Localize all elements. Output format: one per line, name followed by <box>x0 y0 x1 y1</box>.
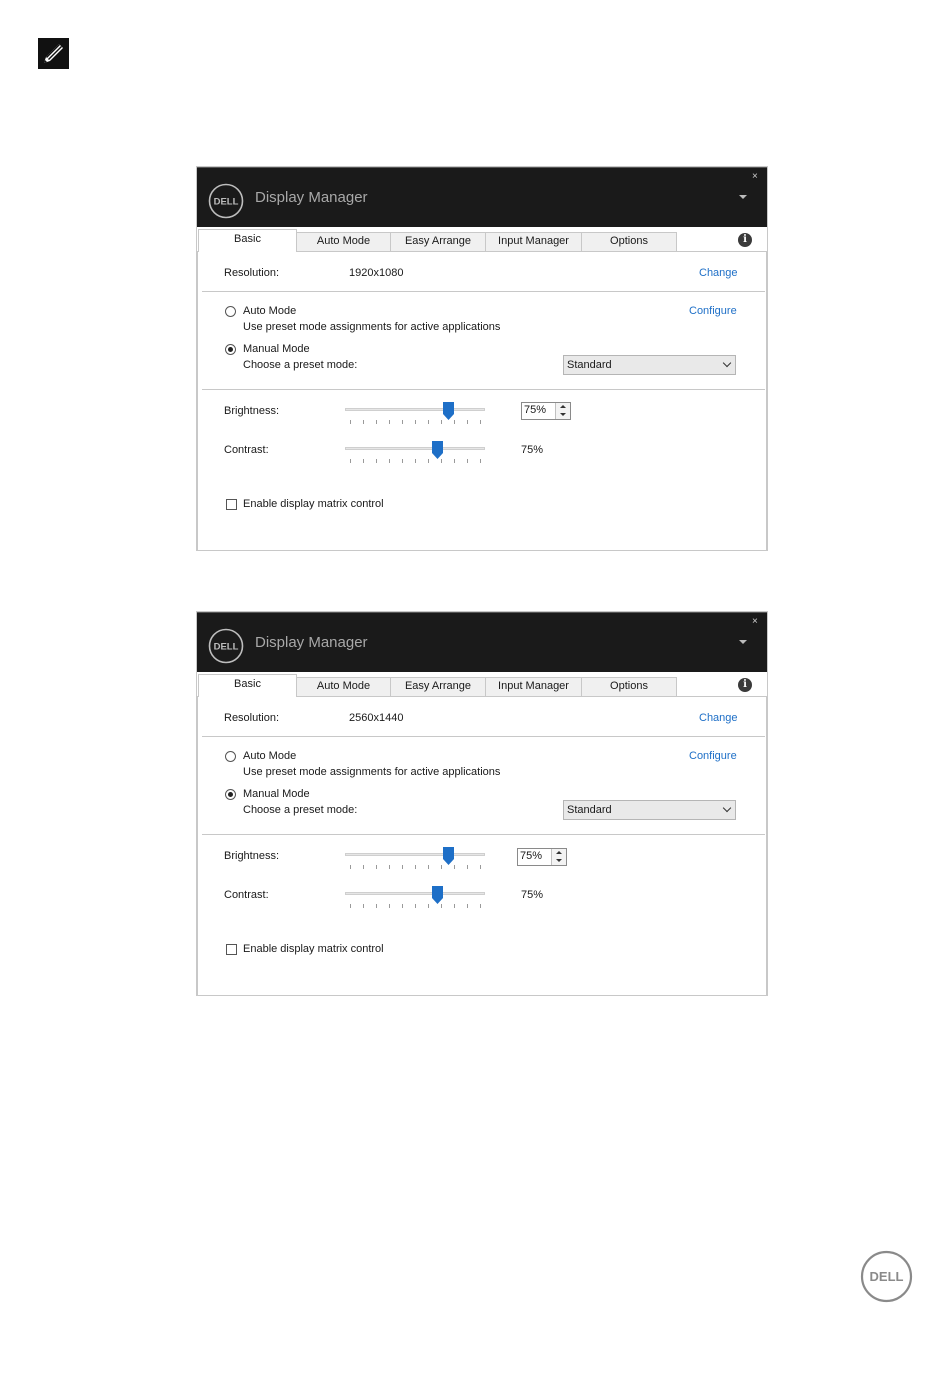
brightness-slider[interactable] <box>345 847 485 869</box>
brightness-slider-thumb[interactable] <box>443 402 454 420</box>
tab-input-manager[interactable]: Input Manager <box>485 232 582 251</box>
dropdown-arrow-icon[interactable] <box>739 195 747 199</box>
tab-auto-mode[interactable]: Auto Mode <box>296 677 391 696</box>
manual-mode-radio[interactable] <box>225 789 236 800</box>
brightness-slider-thumb[interactable] <box>443 847 454 865</box>
tab-easy-arrange[interactable]: Easy Arrange <box>390 232 486 251</box>
contrast-slider[interactable] <box>345 886 485 908</box>
title-bar <box>197 167 767 227</box>
info-icon[interactable]: i <box>738 678 752 692</box>
brightness-decrease-button[interactable] <box>556 411 570 419</box>
slider-tick <box>376 865 377 869</box>
slider-tick <box>415 459 416 463</box>
slider-tick <box>402 459 403 463</box>
auto-mode-label: Auto Mode <box>243 750 297 762</box>
slider-tick <box>467 459 468 463</box>
tab-options[interactable]: Options <box>581 232 677 251</box>
slider-tick <box>428 459 429 463</box>
title-bar <box>197 612 767 672</box>
close-icon[interactable]: × <box>752 171 758 182</box>
slider-tick <box>428 420 429 424</box>
slider-tick <box>441 904 442 908</box>
brightness-value: 75% <box>520 850 543 862</box>
divider <box>202 736 765 737</box>
slider-tick <box>402 904 403 908</box>
slider-tick <box>480 459 481 463</box>
brightness-spinbox[interactable] <box>521 402 571 420</box>
contrast-label: Contrast: <box>224 444 269 456</box>
auto-mode-description: Use preset mode assignments for active applications <box>243 766 501 778</box>
slider-tick <box>389 420 390 424</box>
dell-logo-icon <box>208 183 244 219</box>
slider-tick <box>363 865 364 869</box>
slider-tick <box>350 865 351 869</box>
matrix-control-label: Enable display matrix control <box>243 943 384 955</box>
slider-tick <box>454 904 455 908</box>
preset-mode-value: Standard <box>567 804 612 816</box>
manual-mode-label: Manual Mode <box>243 788 310 800</box>
preset-mode-value: Standard <box>567 359 612 371</box>
display-manager-window <box>196 166 768 551</box>
preset-mode-label: Choose a preset mode: <box>243 804 358 816</box>
dell-logo-icon <box>208 628 244 664</box>
chevron-down-icon <box>723 359 731 367</box>
slider-tick <box>363 459 364 463</box>
tab-easy-arrange[interactable]: Easy Arrange <box>390 677 486 696</box>
tab-bar <box>197 229 767 252</box>
tab-basic[interactable]: Basic <box>198 674 297 697</box>
brightness-label: Brightness: <box>224 405 280 417</box>
resolution-label: Resolution: <box>224 267 280 279</box>
slider-tick <box>480 420 481 424</box>
change-resolution-link[interactable]: Change <box>699 267 738 279</box>
slider-tick <box>389 459 390 463</box>
close-icon[interactable]: × <box>752 616 758 627</box>
chevron-down-icon <box>723 804 731 812</box>
contrast-slider-thumb[interactable] <box>432 886 443 904</box>
brightness-label: Brightness: <box>224 850 280 862</box>
configure-link[interactable]: Configure <box>689 305 737 317</box>
tab-options[interactable]: Options <box>581 677 677 696</box>
slider-tick <box>389 904 390 908</box>
change-resolution-link[interactable]: Change <box>699 712 738 724</box>
brightness-spinbox[interactable] <box>517 848 567 866</box>
slider-tick <box>454 420 455 424</box>
matrix-control-label: Enable display matrix control <box>243 498 384 510</box>
auto-mode-radio[interactable] <box>225 751 236 762</box>
slider-tick <box>467 420 468 424</box>
divider <box>202 291 765 292</box>
slider-tick <box>454 865 455 869</box>
tab-auto-mode[interactable]: Auto Mode <box>296 232 391 251</box>
svg-text:DELL: DELL <box>213 641 239 653</box>
contrast-value: 75% <box>521 444 544 456</box>
slider-tick <box>363 420 364 424</box>
slider-tick <box>428 904 429 908</box>
slider-tick <box>441 420 442 424</box>
slider-tick <box>402 420 403 424</box>
dell-logo-icon <box>860 1250 913 1303</box>
preset-mode-select[interactable] <box>563 355 736 375</box>
matrix-control-checkbox[interactable] <box>226 944 237 955</box>
slider-tick <box>376 904 377 908</box>
slider-tick <box>454 459 455 463</box>
resolution-value: 1920x1080 <box>349 267 404 279</box>
slider-tick <box>363 904 364 908</box>
slider-tick <box>467 904 468 908</box>
svg-text:DELL: DELL <box>869 1269 904 1284</box>
slider-tick <box>441 865 442 869</box>
manual-mode-label: Manual Mode <box>243 343 310 355</box>
resolution-label: Resolution: <box>224 712 280 724</box>
slider-tick <box>415 904 416 908</box>
matrix-control-checkbox[interactable] <box>226 499 237 510</box>
dropdown-arrow-icon[interactable] <box>739 640 747 644</box>
app-title: Display Manager <box>255 634 368 651</box>
app-title: Display Manager <box>255 189 368 206</box>
auto-mode-description: Use preset mode assignments for active applications <box>243 321 501 333</box>
slider-tick <box>480 865 481 869</box>
contrast-slider[interactable] <box>345 441 485 463</box>
basic-tab-panel <box>197 252 767 550</box>
contrast-slider-thumb[interactable] <box>432 441 443 459</box>
slider-tick <box>376 420 377 424</box>
divider <box>202 389 765 390</box>
slider-tick <box>389 865 390 869</box>
preset-mode-select[interactable] <box>563 800 736 820</box>
slider-tick <box>350 420 351 424</box>
auto-mode-label: Auto Mode <box>243 305 297 317</box>
slider-tick <box>467 865 468 869</box>
configure-link[interactable]: Configure <box>689 750 737 762</box>
manual-mode-radio[interactable] <box>225 344 236 355</box>
display-manager-window <box>196 611 768 996</box>
auto-mode-radio[interactable] <box>225 306 236 317</box>
slider-tick <box>441 459 442 463</box>
note-pencil-icon <box>38 38 69 69</box>
slider-tick <box>428 865 429 869</box>
slider-tick <box>350 904 351 908</box>
preset-mode-label: Choose a preset mode: <box>243 359 358 371</box>
contrast-value: 75% <box>521 889 544 901</box>
slider-tick <box>480 904 481 908</box>
info-icon[interactable]: i <box>738 233 752 247</box>
contrast-label: Contrast: <box>224 889 269 901</box>
slider-tick <box>415 420 416 424</box>
slider-tick <box>376 459 377 463</box>
slider-tick <box>350 459 351 463</box>
tab-bar <box>197 674 767 697</box>
brightness-slider[interactable] <box>345 402 485 424</box>
basic-tab-panel <box>197 697 767 995</box>
slider-tick <box>402 865 403 869</box>
resolution-value: 2560x1440 <box>349 712 404 724</box>
brightness-value: 75% <box>524 404 547 416</box>
brightness-decrease-button[interactable] <box>552 857 566 865</box>
tab-input-manager[interactable]: Input Manager <box>485 677 582 696</box>
tab-basic[interactable]: Basic <box>198 229 297 252</box>
svg-text:DELL: DELL <box>213 196 239 208</box>
divider <box>202 834 765 835</box>
slider-tick <box>415 865 416 869</box>
